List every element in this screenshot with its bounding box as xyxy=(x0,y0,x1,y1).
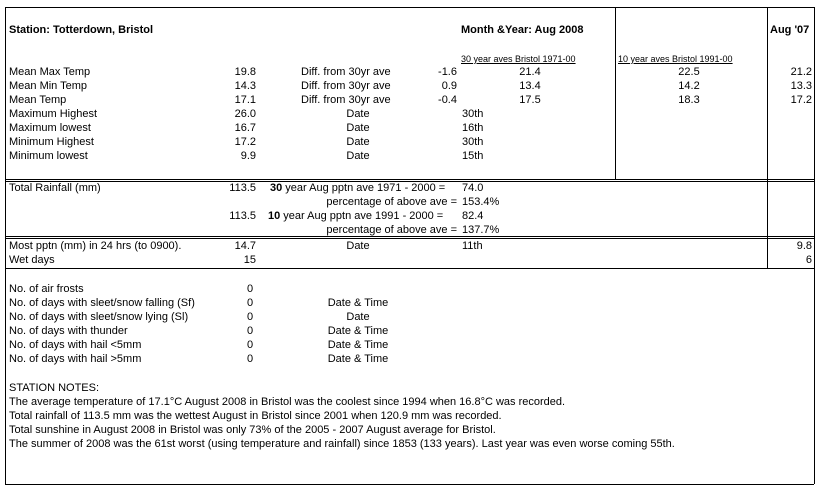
rain-ave10-desc: year Aug pptn ave 1991 - 2000 = xyxy=(280,210,444,222)
count-date-label: Date & Time xyxy=(327,339,389,351)
date-label: Date xyxy=(346,122,370,134)
temp-label: Mean Temp xyxy=(9,94,67,106)
diff-value: -1.6 xyxy=(438,66,457,78)
rain-ave30-desc: year Aug pptn ave 1971 - 2000 = xyxy=(282,182,446,194)
diff-value: 0.9 xyxy=(441,80,457,92)
extreme-value: 9.9 xyxy=(240,150,256,162)
rain-ave10-value: 82.4 xyxy=(462,210,484,222)
ave30-value: 17.5 xyxy=(519,94,541,106)
rainfall-label: Total Rainfall (mm) xyxy=(9,182,101,194)
diff-value: -0.4 xyxy=(438,94,457,106)
diff-label: Diff. from 30yr ave xyxy=(301,80,391,92)
extreme-value: 16.7 xyxy=(234,122,256,134)
rainfall-value-1: 113.5 xyxy=(229,182,256,194)
most-pptn-prev: 9.8 xyxy=(796,240,812,252)
rule-after-temps xyxy=(5,179,814,180)
frame-right xyxy=(814,7,815,484)
count-label: No. of days with thunder xyxy=(9,325,128,337)
frame-top xyxy=(5,7,814,8)
note-line: The summer of 2008 was the 61st worst (using temperature and rainfall) since 1853 (133 years). Last year was even worse coming 55th. xyxy=(9,438,675,450)
wet-days-label: Wet days xyxy=(9,254,55,266)
diff-label: Diff. from 30yr ave xyxy=(301,94,391,106)
rule-after-rain-2 xyxy=(5,238,814,239)
most-pptn-value: 14.7 xyxy=(234,240,256,252)
ave30-value: 21.4 xyxy=(519,66,541,78)
extreme-date: 30th xyxy=(462,136,484,148)
wet-days-prev: 6 xyxy=(805,254,812,266)
extreme-label: Minimum Highest xyxy=(9,136,94,148)
month-year-title: Month &Year: Aug 2008 xyxy=(461,24,584,36)
divider-ave10 xyxy=(615,7,616,179)
note-line: The average temperature of 17.1°C August 2008 in Bristol was the coolest since 1994 when 16.8°C was recorded. xyxy=(9,396,566,408)
rain-ave30-value: 74.0 xyxy=(462,182,484,194)
rain-pct-label-2: percentage of above ave = xyxy=(326,224,457,236)
wet-days-value: 15 xyxy=(243,254,256,266)
frame-bottom xyxy=(5,484,814,485)
rain-ave10-bold: 10 xyxy=(268,210,281,222)
ave30-value: 13.4 xyxy=(519,80,541,92)
rain-pct-1: 153.4% xyxy=(462,196,500,208)
ave30-heading: 30 year aves Bristol 1971-00 xyxy=(461,54,576,64)
count-value: 0 xyxy=(246,311,254,323)
most-pptn-label: Most pptn (mm) in 24 hrs (to 0900). xyxy=(9,240,182,252)
count-label: No. of days with hail <5mm xyxy=(9,339,142,351)
notes-heading: STATION NOTES: xyxy=(9,382,100,394)
count-value: 0 xyxy=(246,283,254,295)
extreme-label: Maximum Highest xyxy=(9,108,98,120)
rain-ave30-text xyxy=(270,182,445,195)
rain-ave10-text xyxy=(268,210,443,223)
date-label: Date xyxy=(346,108,370,120)
date-label: Date xyxy=(346,136,370,148)
rain-pct-label-1: percentage of above ave = xyxy=(326,196,457,208)
extreme-value: 17.2 xyxy=(234,136,256,148)
temp-value: 19.8 xyxy=(234,66,256,78)
extreme-value: 26.0 xyxy=(234,108,256,120)
prev-value: 21.2 xyxy=(790,66,812,78)
rule-after-wetdays xyxy=(5,268,814,269)
frame-left xyxy=(5,7,6,484)
ave10-value: 18.3 xyxy=(678,94,700,106)
prev-value: 13.3 xyxy=(790,80,812,92)
extreme-date: 15th xyxy=(462,150,484,162)
ave10-heading: 10 year aves Bristol 1991-00 xyxy=(618,54,733,64)
date-label: Date xyxy=(346,150,370,162)
count-label: No. of air frosts xyxy=(9,283,84,295)
count-label: No. of days with sleet/snow lying (Sl) xyxy=(9,311,189,323)
count-label: No. of days with sleet/snow falling (Sf) xyxy=(9,297,195,309)
rain-ave30-bold: 30 xyxy=(270,182,283,194)
diff-label: Diff. from 30yr ave xyxy=(301,66,391,78)
count-value: 0 xyxy=(246,353,254,365)
prev-year-title: Aug '07 xyxy=(770,24,810,36)
ave10-value: 14.2 xyxy=(678,80,700,92)
divider-prev-year xyxy=(767,7,768,269)
count-date-label: Date xyxy=(346,311,370,323)
extreme-label: Minimum lowest xyxy=(9,150,88,162)
prev-value: 17.2 xyxy=(790,94,812,106)
note-line: Total sunshine in August 2008 in Bristol was only 73% of the 2005 - 2007 August average for Bristol. xyxy=(9,424,496,436)
temp-value: 17.1 xyxy=(234,94,256,106)
ave10-value: 22.5 xyxy=(678,66,700,78)
station-title: Station: Totterdown, Bristol xyxy=(9,24,154,36)
count-value: 0 xyxy=(246,325,254,337)
most-pptn-date: 11th xyxy=(462,240,483,252)
most-pptn-date-label: Date xyxy=(346,240,370,252)
rainfall-value-2: 113.5 xyxy=(229,210,256,222)
temp-value: 14.3 xyxy=(234,80,256,92)
count-date-label: Date & Time xyxy=(327,353,389,365)
extreme-label: Maximum lowest xyxy=(9,122,91,134)
count-date-label: Date & Time xyxy=(327,325,389,337)
extreme-date: 30th xyxy=(462,108,484,120)
count-value: 0 xyxy=(246,339,254,351)
extreme-date: 16th xyxy=(462,122,484,134)
count-date-label: Date & Time xyxy=(327,297,389,309)
temp-label: Mean Min Temp xyxy=(9,80,88,92)
count-value: 0 xyxy=(246,297,254,309)
temp-label: Mean Max Temp xyxy=(9,66,91,78)
note-line: Total rainfall of 113.5 mm was the wettest August in Bristol since 2001 when 120.9 mm was recorded. xyxy=(9,410,502,422)
count-label: No. of days with hail >5mm xyxy=(9,353,142,365)
rain-pct-2: 137.7% xyxy=(462,224,500,236)
